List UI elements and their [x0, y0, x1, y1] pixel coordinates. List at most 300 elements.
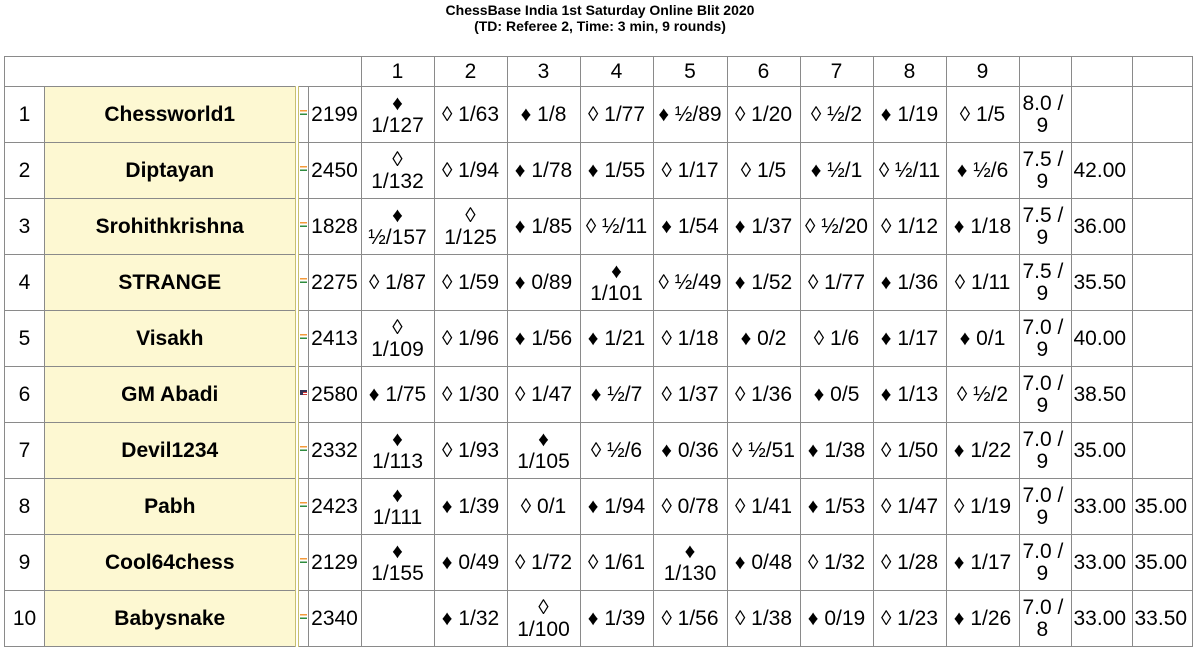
- round-result-line: ◊ 1/36: [734, 382, 793, 406]
- round-result: [800, 535, 873, 591]
- flag-cell: [297, 535, 309, 591]
- round-result-line: ♦ 1/17: [953, 550, 1012, 574]
- round-result: [507, 591, 580, 647]
- round-header: 1: [361, 57, 434, 87]
- round-result: [653, 591, 727, 647]
- round-result: [873, 87, 946, 143]
- round-result: [580, 591, 653, 647]
- round-result: [434, 199, 507, 255]
- rank-cell: 1: [5, 87, 45, 143]
- rating-cell: 2275: [308, 255, 361, 311]
- player-name: Pabh: [45, 479, 297, 535]
- round-result: [800, 367, 873, 423]
- round-result: [946, 311, 1019, 367]
- round-result-line-2: 1/100: [517, 617, 570, 641]
- score-points: 7.0 /: [1022, 315, 1064, 339]
- tiebreak-2: [1132, 367, 1192, 423]
- round-result-line: ◊ ½/2: [956, 382, 1009, 406]
- round-result-line: ◊ ½/11: [878, 158, 941, 182]
- tiebreak-2: [1132, 143, 1192, 199]
- player-name: Visakh: [45, 311, 297, 367]
- round-result: [434, 255, 507, 311]
- score-games: 9: [1036, 225, 1049, 249]
- round-result-line-2: 1/132: [371, 169, 424, 193]
- round-result: [434, 143, 507, 199]
- round-result-line: ◊ 1/20: [734, 102, 793, 126]
- tiebreak-2: 35.00: [1132, 535, 1192, 591]
- round-result-line: ♦: [392, 539, 403, 563]
- score-games: 9: [1036, 449, 1049, 473]
- player-name: Srohithkrishna: [45, 199, 297, 255]
- round-result: [946, 479, 1019, 535]
- round-result: [507, 199, 580, 255]
- round-result-line: ♦ 1/8: [520, 102, 567, 126]
- score-points: 7.5 /: [1022, 203, 1064, 227]
- round-result-line: ♦ 1/19: [880, 102, 939, 126]
- round-result: [727, 423, 800, 479]
- flag-cell: [297, 591, 309, 647]
- round-result: [800, 87, 873, 143]
- round-result: [507, 255, 580, 311]
- round-result-line: ♦ 1/54: [661, 214, 719, 238]
- round-result: [873, 143, 946, 199]
- round-result: [873, 479, 946, 535]
- table-row: [5, 591, 1193, 647]
- round-result: [873, 591, 946, 647]
- round-result: [800, 311, 873, 367]
- round-result: [434, 367, 507, 423]
- score-games: 9: [1036, 169, 1049, 193]
- india-flag-icon: [300, 502, 307, 507]
- round-result-line: ◊ 1/17: [661, 158, 719, 182]
- round-result: [507, 143, 580, 199]
- round-result: [873, 199, 946, 255]
- round-result-line: ♦ 0/5: [813, 382, 860, 406]
- score-cell: [1019, 367, 1071, 423]
- round-result: [653, 423, 727, 479]
- round-result: [800, 199, 873, 255]
- player-name: Cool64chess: [45, 535, 297, 591]
- round-result: [946, 87, 1019, 143]
- table-row: [5, 367, 1193, 423]
- table-row: [5, 423, 1193, 479]
- player-name: Babysnake: [45, 591, 297, 647]
- round-result-line: ♦: [611, 259, 622, 283]
- round-result: [727, 367, 800, 423]
- rating-cell: 2450: [308, 143, 361, 199]
- round-result-line: ♦ 1/39: [587, 606, 646, 630]
- tiebreak-2: [1132, 423, 1192, 479]
- flag-cell: [297, 199, 309, 255]
- round-result-line: ♦ 1/36: [880, 270, 939, 294]
- round-result-line: ♦ 0/49: [441, 550, 500, 574]
- tiebreak-1: 35.00: [1071, 423, 1132, 479]
- round-result: [946, 535, 1019, 591]
- page-subtitle: (TD: Referee 2, Time: 3 min, 9 rounds): [474, 18, 726, 34]
- round-result: [361, 535, 434, 591]
- round-result: [507, 311, 580, 367]
- india-flag-icon: [300, 334, 307, 339]
- round-result-line-2: 1/113: [372, 449, 423, 473]
- round-result-line: ♦ 1/13: [880, 382, 939, 406]
- round-result-line-2: 1/125: [444, 225, 497, 249]
- round-result-line: ◊ 1/12: [880, 214, 939, 238]
- round-result-line: ◊: [538, 595, 549, 619]
- round-result: [361, 255, 434, 311]
- tiebreak-1: [1071, 87, 1132, 143]
- rating-cell: 2129: [308, 535, 361, 591]
- round-result: [653, 367, 727, 423]
- round-result-line: ♦: [392, 203, 403, 227]
- round-result-line: ◊ 1/28: [880, 550, 939, 574]
- round-result: [946, 199, 1019, 255]
- rank-cell: 10: [5, 591, 45, 647]
- round-result-line: ◊ 1/5: [959, 102, 1006, 126]
- score-points: 7.0 /: [1022, 595, 1064, 619]
- round-result-line: ♦ 1/56: [514, 326, 573, 350]
- table-row: [5, 535, 1193, 591]
- table-row: [5, 143, 1193, 199]
- round-result-line-2: 1/105: [517, 449, 570, 473]
- score-points: 7.5 /: [1022, 147, 1064, 171]
- score-points: 7.0 /: [1022, 427, 1064, 451]
- round-result-line: ◊ ½/11: [585, 214, 648, 238]
- score-points: 7.0 /: [1022, 539, 1064, 563]
- flag-cell: [297, 311, 309, 367]
- rating-cell: 2332: [308, 423, 361, 479]
- round-header: 4: [580, 57, 653, 87]
- round-result: [800, 479, 873, 535]
- table-row: [5, 311, 1193, 367]
- round-result: [580, 479, 653, 535]
- tiebreak-2: [1132, 255, 1192, 311]
- score-games: 9: [1036, 113, 1049, 137]
- table-row: [5, 87, 1193, 143]
- round-result-line: ♦ 1/38: [807, 438, 866, 462]
- india-flag-icon: [300, 558, 307, 563]
- score-points: 7.0 /: [1022, 371, 1064, 395]
- round-result-line: ♦ 0/36: [661, 438, 719, 462]
- tiebreak-1: 33.00: [1071, 591, 1132, 647]
- round-result-line: ♦ 1/18: [953, 214, 1012, 238]
- round-result: [580, 423, 653, 479]
- page-title: ChessBase India 1st Saturday Online Blit 2020: [445, 2, 755, 18]
- flag-cell: [297, 255, 309, 311]
- round-result-line: ♦ 1/78: [514, 158, 573, 182]
- round-result-line: ◊ ½/6: [590, 438, 643, 462]
- round-result-line: ◊ 1/18: [661, 326, 719, 350]
- round-result: [580, 367, 653, 423]
- rank-cell: 3: [5, 199, 45, 255]
- round-result-line: ♦ 1/32: [441, 606, 500, 630]
- round-result-line: ♦ 0/48: [734, 550, 793, 574]
- tiebreak-2: [1132, 311, 1192, 367]
- us-flag-icon: [300, 390, 307, 395]
- round-result: [434, 591, 507, 647]
- round-result: [361, 423, 434, 479]
- round-result-line: ♦ 0/89: [514, 270, 573, 294]
- round-result: [361, 479, 434, 535]
- round-result: [507, 535, 580, 591]
- round-result-line: ♦ 1/17: [880, 326, 939, 350]
- india-flag-icon: [300, 110, 307, 115]
- round-result-line: ♦ 1/21: [587, 326, 646, 350]
- round-result-line: ◊ 1/72: [514, 550, 573, 574]
- round-result: [580, 255, 653, 311]
- score-cell: [1019, 311, 1071, 367]
- tiebreak2-header: [1132, 57, 1192, 87]
- round-result-line: ♦ ½/6: [956, 158, 1009, 182]
- round-result-line: ♦ ½/89: [658, 102, 722, 126]
- round-header: 5: [653, 57, 727, 87]
- round-result: [727, 87, 800, 143]
- india-flag-icon: [300, 278, 307, 283]
- round-result: [580, 199, 653, 255]
- score-games: 9: [1036, 393, 1049, 417]
- india-flag-icon: [300, 614, 307, 619]
- rating-cell: 2413: [308, 311, 361, 367]
- round-result-line: ◊ 1/32: [807, 550, 866, 574]
- round-result: [653, 255, 727, 311]
- player-name: STRANGE: [45, 255, 297, 311]
- round-result-line-2: 1/127: [371, 113, 424, 137]
- round-result-line: ♦ 1/39: [441, 494, 500, 518]
- round-result: [653, 535, 727, 591]
- round-result-line: ♦ 1/53: [807, 494, 866, 518]
- round-result: [727, 479, 800, 535]
- rank-cell: 2: [5, 143, 45, 199]
- score-points: 8.0 /: [1022, 91, 1064, 115]
- flag-cell: [297, 87, 309, 143]
- india-flag-icon: [300, 222, 307, 227]
- round-result: [946, 591, 1019, 647]
- score-cell: [1019, 255, 1071, 311]
- rank-cell: 6: [5, 367, 45, 423]
- round-result-line: ◊ 1/38: [734, 606, 793, 630]
- tiebreak-1: 38.50: [1071, 367, 1132, 423]
- round-header: 3: [507, 57, 580, 87]
- round-result-line: ◊ 1/47: [880, 494, 939, 518]
- round-result-line: ◊ 1/41: [734, 494, 793, 518]
- tiebreak-2: [1132, 87, 1192, 143]
- round-result-line: ◊ 1/61: [587, 550, 646, 574]
- round-result-line: ◊ 1/87: [368, 270, 427, 294]
- round-result-line: ◊ 1/77: [587, 102, 646, 126]
- round-result-line: ♦ ½/1: [810, 158, 863, 182]
- round-result-line: ◊ 1/59: [441, 270, 500, 294]
- score-games: 9: [1036, 337, 1049, 361]
- round-result: [653, 199, 727, 255]
- round-result-line: ♦ 0/2: [740, 326, 787, 350]
- rating-cell: 2340: [308, 591, 361, 647]
- round-result: [800, 255, 873, 311]
- round-result: [873, 535, 946, 591]
- round-result: [507, 479, 580, 535]
- round-result-line: ◊ 0/1: [520, 494, 567, 518]
- round-result: [873, 255, 946, 311]
- player-name: Devil1234: [45, 423, 297, 479]
- round-result-line: ♦ 1/52: [734, 270, 793, 294]
- header-blank: [5, 57, 362, 87]
- round-result-line-2: 1/130: [663, 561, 717, 585]
- flag-cell: [297, 143, 309, 199]
- standings-table: [4, 56, 1193, 647]
- tiebreak-1: 33.00: [1071, 535, 1132, 591]
- round-result-line: ◊ 1/77: [807, 270, 866, 294]
- page-header: [0, 0, 1200, 38]
- round-result-line: ◊ ½/51: [732, 438, 795, 462]
- rank-cell: 4: [5, 255, 45, 311]
- table-row: [5, 255, 1193, 311]
- rank-cell: 8: [5, 479, 45, 535]
- score-cell: [1019, 199, 1071, 255]
- round-result: [873, 423, 946, 479]
- round-result: [580, 87, 653, 143]
- round-result-line: ♦ 1/94: [587, 494, 646, 518]
- round-result-line-2: 1/109: [371, 337, 424, 361]
- round-result-line: ◊ 1/50: [880, 438, 939, 462]
- round-result-line: ♦ ½/7: [590, 382, 643, 406]
- flag-cell: [297, 479, 309, 535]
- round-result-line: ◊ ½/20: [805, 214, 868, 238]
- india-flag-icon: [300, 166, 307, 171]
- score-cell: [1019, 143, 1071, 199]
- rating-cell: 2199: [308, 87, 361, 143]
- rank-cell: 9: [5, 535, 45, 591]
- round-result-line: ◊ 1/94: [441, 158, 500, 182]
- round-result: [580, 143, 653, 199]
- score-games: 9: [1036, 561, 1049, 585]
- round-result: [507, 87, 580, 143]
- round-result: [946, 367, 1019, 423]
- round-result: [946, 143, 1019, 199]
- round-result: [873, 367, 946, 423]
- table-row: [5, 479, 1193, 535]
- tiebreak-1: 33.00: [1071, 479, 1132, 535]
- round-result: [434, 479, 507, 535]
- tiebreak-2: 35.00: [1132, 479, 1192, 535]
- round-result: [434, 423, 507, 479]
- score-games: 8: [1036, 617, 1049, 641]
- score-cell: [1019, 479, 1071, 535]
- round-result: [507, 367, 580, 423]
- round-result-line-2: 1/155: [371, 561, 424, 585]
- india-flag-icon: [300, 446, 307, 451]
- score-points: 7.0 /: [1022, 483, 1064, 507]
- flag-cell: [297, 423, 309, 479]
- round-result: [727, 255, 800, 311]
- round-result-line-2: 1/101: [590, 281, 643, 305]
- header-row: [5, 57, 1193, 87]
- tiebreak-2: [1132, 199, 1192, 255]
- round-result-line: ♦: [538, 427, 549, 451]
- round-result: [800, 143, 873, 199]
- round-result-line: ♦ 1/85: [514, 214, 573, 238]
- round-result-line: ◊ 1/30: [441, 382, 500, 406]
- round-result: [361, 367, 434, 423]
- round-result-line: ◊ 0/78: [661, 494, 719, 518]
- standings-table-wrapper: [4, 56, 1193, 647]
- round-result-line: ◊ 1/11: [954, 270, 1011, 294]
- flag-cell: [297, 367, 309, 423]
- round-result-line: ♦: [392, 91, 403, 115]
- tiebreak-1: 36.00: [1071, 199, 1132, 255]
- round-result-line: ♦ 1/37: [734, 214, 793, 238]
- tiebreak-2: 33.50: [1132, 591, 1192, 647]
- rank-cell: 7: [5, 423, 45, 479]
- score-cell: [1019, 591, 1071, 647]
- tiebreak-header: [1071, 57, 1132, 87]
- rating-cell: 1828: [308, 199, 361, 255]
- round-result-line: ◊ 1/5: [740, 158, 787, 182]
- standings-body: [5, 87, 1193, 647]
- rating-cell: 2423: [308, 479, 361, 535]
- round-result: [580, 535, 653, 591]
- round-result-line: ♦ 1/75: [368, 382, 427, 406]
- player-name: Chessworld1: [45, 87, 297, 143]
- round-result-line: ♦ 1/26: [953, 606, 1012, 630]
- round-result: [727, 199, 800, 255]
- rating-cell: 2580: [308, 367, 361, 423]
- score-games: 9: [1036, 505, 1049, 529]
- table-row: [5, 199, 1193, 255]
- round-header: 2: [434, 57, 507, 87]
- round-result: [361, 87, 434, 143]
- round-result: [946, 423, 1019, 479]
- round-header: 7: [800, 57, 873, 87]
- round-result-line: ♦: [684, 539, 696, 563]
- round-result: [361, 143, 434, 199]
- round-result-line: ◊: [392, 315, 403, 339]
- round-header: 8: [873, 57, 946, 87]
- round-result: [653, 143, 727, 199]
- round-result: [653, 87, 727, 143]
- round-result-line: ◊ 1/19: [953, 494, 1012, 518]
- round-result-line-2: ½/157: [368, 225, 427, 249]
- round-result: [653, 479, 727, 535]
- round-result: [800, 591, 873, 647]
- round-result: [361, 591, 434, 647]
- round-result-line: ◊ 1/93: [441, 438, 500, 462]
- round-result: [580, 311, 653, 367]
- tiebreak-1: 35.50: [1071, 255, 1132, 311]
- player-name: GM Abadi: [45, 367, 297, 423]
- tiebreak-1: 40.00: [1071, 311, 1132, 367]
- round-result-line: ♦ 0/19: [807, 606, 866, 630]
- round-result-line: ♦ 1/55: [587, 158, 646, 182]
- score-header: [1019, 57, 1071, 87]
- round-result: [727, 591, 800, 647]
- round-header: 6: [727, 57, 800, 87]
- score-points: 7.5 /: [1022, 259, 1064, 283]
- round-result: [800, 423, 873, 479]
- round-result-line: ♦: [392, 427, 403, 451]
- round-header: 9: [946, 57, 1019, 87]
- round-result-line: ◊: [465, 203, 476, 227]
- round-result-line: ◊ 1/47: [514, 382, 573, 406]
- round-result-line: ◊ 1/56: [661, 606, 719, 630]
- round-result: [434, 311, 507, 367]
- score-games: 9: [1036, 281, 1049, 305]
- round-result: [873, 311, 946, 367]
- round-result-line: ◊ 1/6: [813, 326, 860, 350]
- round-result-line: ◊ ½/49: [658, 270, 722, 294]
- score-cell: [1019, 87, 1071, 143]
- round-result: [434, 535, 507, 591]
- round-result: [361, 199, 434, 255]
- round-result-line: ◊ 1/37: [661, 382, 719, 406]
- round-result-line: ◊ 1/96: [441, 326, 500, 350]
